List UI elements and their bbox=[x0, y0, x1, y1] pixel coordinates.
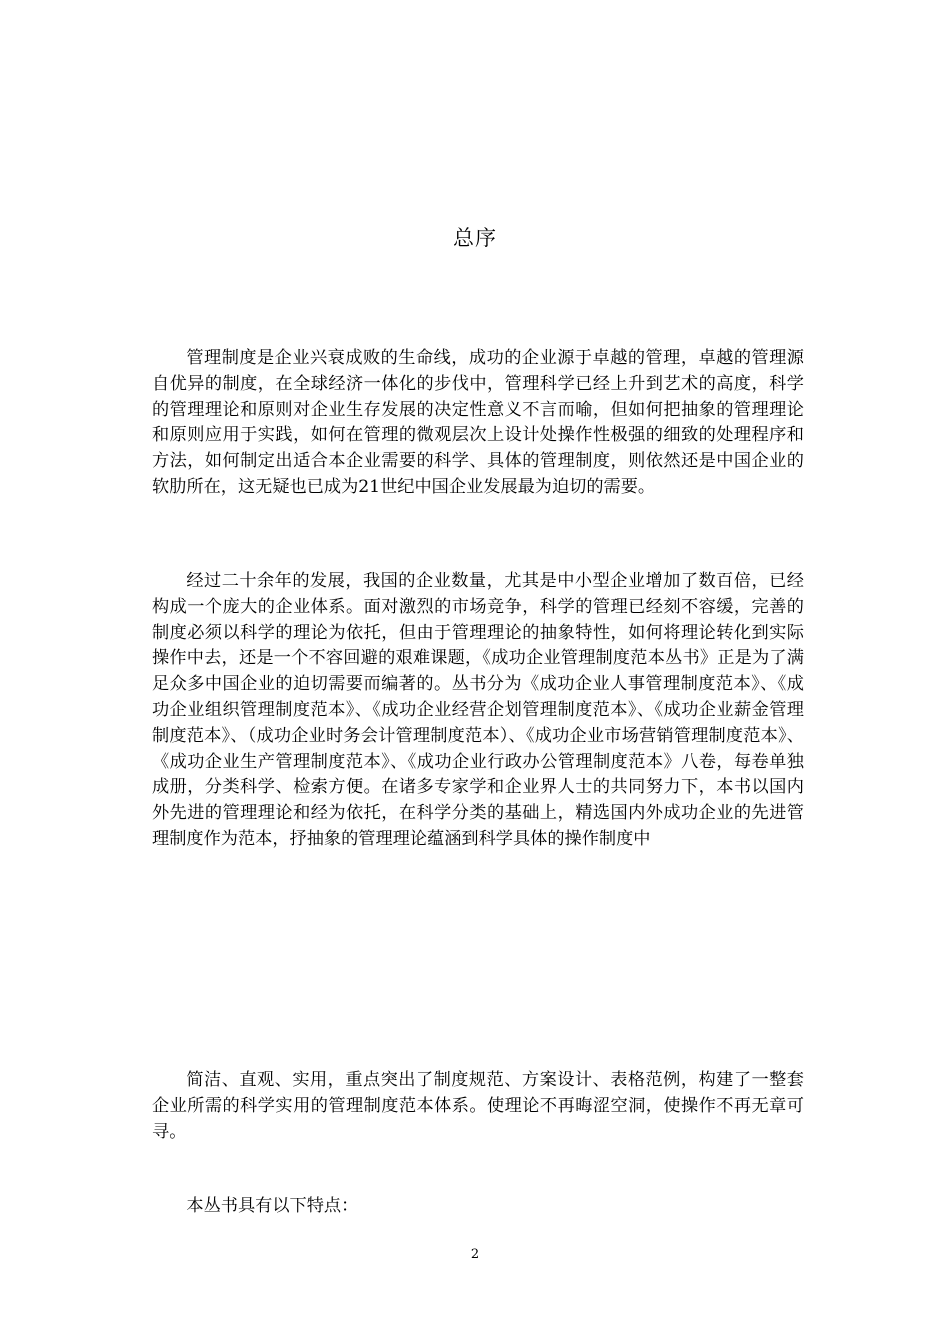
paragraph-summary: 简洁、直观、实用，重点突出了制度规范、方案设计、表格范例，构建了一整套企业所需的科学实用的管理制度范本体系。使理论不再晦涩空洞，使操作不再无章可寻。 bbox=[152, 1070, 804, 1142]
paragraph-series: 经过二十余年的发展，我国的企业数量，尤其是中小型企业增加了数百倍，已经构成一个庞大的企业体系。面对激烈的市场竞争，科学的管理已经刻不容缓，完善的制度必须以科学的理论为依托，但由于管理理论的抽象特性，如何将理论转化到实际操作中去，还是一个不容回避的艰难课题，《成功企业管理制度范本丛书》正是为了满足众多中国企业的迫切需要而编著的。丛书分为《成功企业人事管理制度范本》、《成功企业组织管理制度范本》、《成功企业经营企划管理制度范本》、《成功企业薪金管理制度范本》、（成功企业时务会计管理制度范本）、《成功企业市场营销管理制度范本》、《成功企业生产管理制度范本》、《成功企业行政办公管理制度范本》八卷，每卷单独成册，分类科学、检索方便。在诸多专家学和企业界人士的共同努力下，本书以国内外先进的管理理论和经为依托，在科学分类的基础上，精选国内外成功企业的先进管理制度作为范本，抒抽象的管理理论蕴涵到科学具体的操作制度中 bbox=[152, 571, 804, 849]
paragraph-features-lead: 本丛书具有以下特点： bbox=[186, 1196, 359, 1216]
paragraph-intro: 管理制度是企业兴衰成败的生命线，成功的企业源于卓越的管理，卓越的管理源自优异的制度，在全球经济一体化的步伐中，管理科学已经上升到艺术的高度，科学的管理理论和原则对企业生存发展的决定性意义不言而喻，但如何把抽象的管理理论和原则应用于实践，如何在管理的微观层次上设计处操作性极强的细致的处理程序和方法，如何制定出适合本企业需要的科学、具体的管理制度，则依然还是中国企业的软肋所在，这无疑也已成为21世纪中国企业发展最为迫切的需要。 bbox=[152, 348, 804, 497]
page-title: 总序 bbox=[453, 226, 497, 250]
page-number: 2 bbox=[470, 1247, 480, 1262]
